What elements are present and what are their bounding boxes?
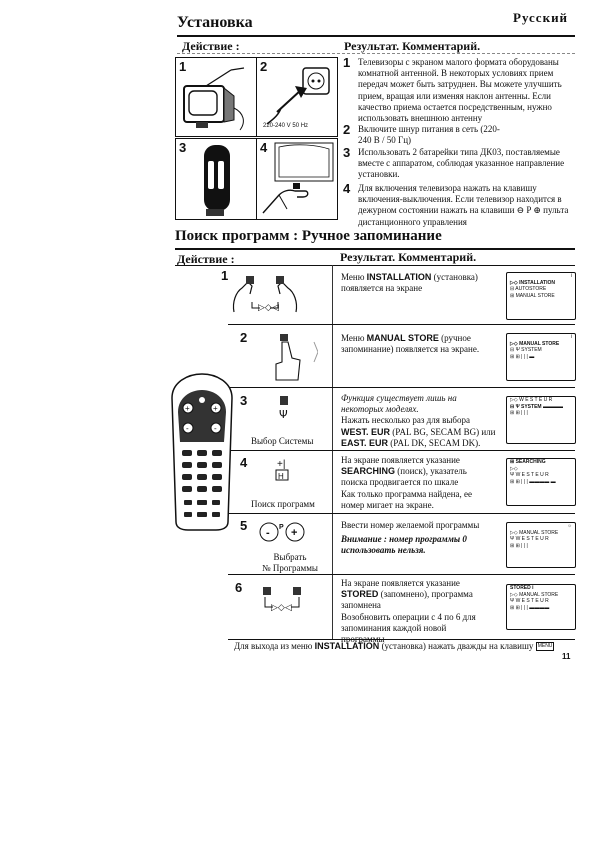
subheader-rule <box>177 53 575 54</box>
install-panel-3 <box>175 138 257 220</box>
install-step-1-text: Телевизоры с экраном малого формата оборудованы комнатной антенной. В некоторых условиях прием передач может быть затруднен. Вы можете улучшить прием, вращая или изменяя наклон антенны. Если качество приема остается посредственным, нужно использовать внешнюю антенну <box>358 57 562 124</box>
search-step-4-num: 4 <box>240 455 248 470</box>
install-panel-4 <box>256 138 338 220</box>
install-panel-1 <box>175 57 257 137</box>
search-step-6-text: На экране появляется указание STORED (запомнено), программа запомнена Возобновить операции с 4 по 6 для запоминания каждой новой программы <box>341 578 476 645</box>
search-result-label: Результат. Комментарий. <box>340 250 477 264</box>
svg-text:▷◇◁: ▷◇◁ <box>271 603 292 613</box>
hands-menu-buttons-icon <box>230 272 300 318</box>
menu-screen-installation: i ▷◇ INSTALLATION ⊟ AUTOSTORE ⊞ MANUAL STORE <box>506 272 576 320</box>
panel-number: 1 <box>179 59 187 74</box>
header-rule <box>177 35 575 37</box>
svg-text:+|: +| <box>277 459 286 470</box>
panel-number: 4 <box>260 140 268 155</box>
search-step-2-text: Меню MANUAL STORE (ручное запоминание) появляется на экране. <box>341 333 480 355</box>
page-number: 11 <box>562 652 571 661</box>
install-step-4-text: Для включения телевизора нажать на клавишу включения-выключения. Если телевизор находится в дежурном состоянии нажать на клавиши ⊖ P ⊕ пульта дистанционного управления <box>358 183 569 227</box>
search-step-3-text: Функция существует лишь на некоторых моделях. Нажать несколько раз для выбора WEST. EUR (PAL BG, SECAM BG) или EAST. EUR (PAL DK, SECAM DK). <box>341 393 496 448</box>
install-step-4-num: 4 <box>343 181 351 196</box>
svg-text:P: P <box>279 524 284 531</box>
row-divider <box>228 324 575 325</box>
search-step-5-caption: Выбрать № Программы <box>262 552 318 574</box>
search-step-1-text: Меню INSTALLATION (установка) появляется на экране <box>341 272 478 294</box>
search-step-4-caption: Поиск программ <box>251 499 315 509</box>
search-step-3-num: 3 <box>240 393 248 408</box>
install-panel-2 <box>256 57 338 137</box>
install-action-label: Действие : <box>182 39 240 53</box>
search-step-4-text: На экране появляется указание SEARCHING (поиск), указатель поиска продвигается по шкале Как только программа найдена, ее номер мигает на экране. <box>341 455 473 510</box>
svg-text:+: + <box>213 404 218 413</box>
row-divider <box>228 450 575 451</box>
install-result-label: Результат. Комментарий. <box>344 39 481 53</box>
menu-screen-system: ▷◇ W E S T E U R ⊟ Ψ SYSTEM ▬▬▬▬ ⊞ ⊞ | | | <box>506 396 576 444</box>
search-step-1-num: 1 <box>221 268 229 283</box>
row-divider <box>228 513 575 514</box>
row-divider <box>228 387 575 388</box>
program-up-down-buttons-icon <box>259 520 305 544</box>
menu-screen-searching: ⊞ SEARCHING ▷◇ Ψ W E S T E U R ⊞ ⊞ | | | ▬▬▬▬ ▬ <box>506 458 576 506</box>
svg-text:Ψ: Ψ <box>279 408 288 420</box>
svg-text:-: - <box>266 527 270 539</box>
install-step-2-text: Включите шнур питания в сеть (220-240 В / 50 Гц) <box>358 124 500 146</box>
menu-screen-manual-store: i ▷◇ MANUAL STORE ⊟ Ψ SYSTEM ⊞ ⊞ | | | ▬ <box>506 333 576 381</box>
search-step-5-num: 5 <box>240 518 248 533</box>
svg-text:-: - <box>214 424 217 433</box>
install-step-2-num: 2 <box>343 122 351 137</box>
search-step-5-text: Ввести номер желаемой программы Внимание : номер программы 0 использовать нельзя. <box>341 520 480 556</box>
exit-instruction: Для выхода из меню INSTALLATION (установка) нажать дважды на клавишу MENU <box>234 641 553 651</box>
svg-text:-: - <box>186 424 189 433</box>
install-step-3-num: 3 <box>343 145 351 160</box>
battery-mark: 1.5 V <box>209 168 216 180</box>
search-button-icon <box>273 458 293 484</box>
hand-pressing-power-icon <box>257 139 337 219</box>
panel-number: 3 <box>179 140 187 155</box>
search-action-label: Действие : <box>177 252 235 266</box>
search-step-6-num: 6 <box>235 580 243 595</box>
finger-press-button-icon <box>268 332 318 382</box>
search-subheader-rule <box>175 265 575 266</box>
menu-screen-program-number: ☼ ▷◇ MANUAL STORE Ψ W E S T E U R ⊞ ⊞ | | | <box>506 522 576 568</box>
tv-with-antenna-icon <box>176 58 256 136</box>
search-step-2-num: 2 <box>240 330 248 345</box>
remote-control-icon <box>166 372 238 532</box>
voltage-label: 220-240 V 50 Hz <box>263 123 309 129</box>
language-label: Русский <box>513 10 569 25</box>
panel-number: 2 <box>260 59 268 74</box>
page-title: Установка <box>177 14 253 31</box>
system-button-icon <box>276 396 296 420</box>
search-section-title: Поиск программ : Ручное запоминание <box>175 228 442 244</box>
battery-remote-icon <box>176 139 256 219</box>
svg-text:+: + <box>291 527 298 539</box>
svg-text:+: + <box>185 404 190 413</box>
svg-text:H: H <box>278 472 284 481</box>
menu-key-icon: MENU <box>537 643 553 650</box>
search-step-3-caption: Выбор Системы <box>251 436 314 446</box>
svg-text:▷◇◁: ▷◇◁ <box>258 303 279 313</box>
install-step-3-text: Использовать 2 батарейки типа ДК03, поставляемые вместе с аппаратом, соблюдая указанное направление установки. <box>358 147 565 180</box>
menu-buttons-icon <box>255 585 315 615</box>
menu-screen-stored: STORED i ▷◇ MANUAL STORE Ψ W E S T E U R ⊞ ⊞ | | | ▬▬▬▬ <box>506 584 576 630</box>
column-divider <box>332 265 333 639</box>
install-step-1-num: 1 <box>343 55 351 70</box>
